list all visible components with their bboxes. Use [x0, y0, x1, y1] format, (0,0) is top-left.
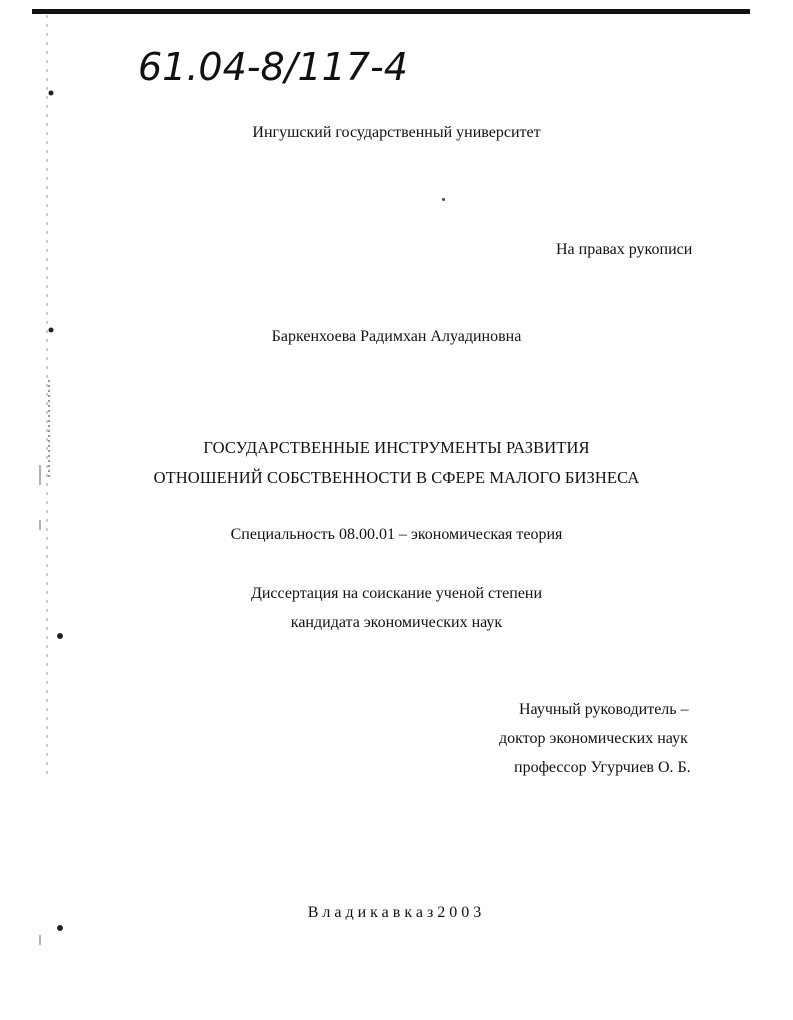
supervisor-name: профессор Угурчиев О. Б.	[514, 759, 691, 776]
author-name: Баркенхоева Радимхан Алуадиновна	[271, 328, 522, 345]
manuscript-rights-note: На правах рукописи	[556, 241, 693, 258]
supervisor-degree: доктор экономических наук	[499, 730, 688, 747]
archive-code-handwritten	[138, 30, 438, 100]
supervisor-label: Научный руководитель –	[519, 701, 689, 718]
svg-text:61.04-8/117-4: 61.04-8/117-4	[138, 45, 408, 89]
scan-top-border	[32, 9, 750, 14]
university-name: Ингушский государственный университет	[252, 124, 541, 141]
dissertation-title-line-1: ГОСУДАРСТВЕННЫЕ ИНСТРУМЕНТЫ РАЗВИТИЯ	[203, 438, 590, 457]
dissertation-title-line-2: ОТНОШЕНИЙ СОБСТВЕННОСТИ В СФЕРЕ МАЛОГО БИЗНЕСА	[153, 468, 640, 487]
degree-line-1: Диссертация на соискание ученой степени	[250, 585, 543, 602]
city-year: Владикавказ2003	[307, 904, 486, 921]
scan-binding-edge	[0, 0, 70, 1020]
specialty: Специальность 08.00.01 – экономическая теория	[230, 526, 563, 543]
degree-line-2: кандидата экономических наук	[290, 614, 503, 631]
scan-speck	[442, 198, 445, 201]
